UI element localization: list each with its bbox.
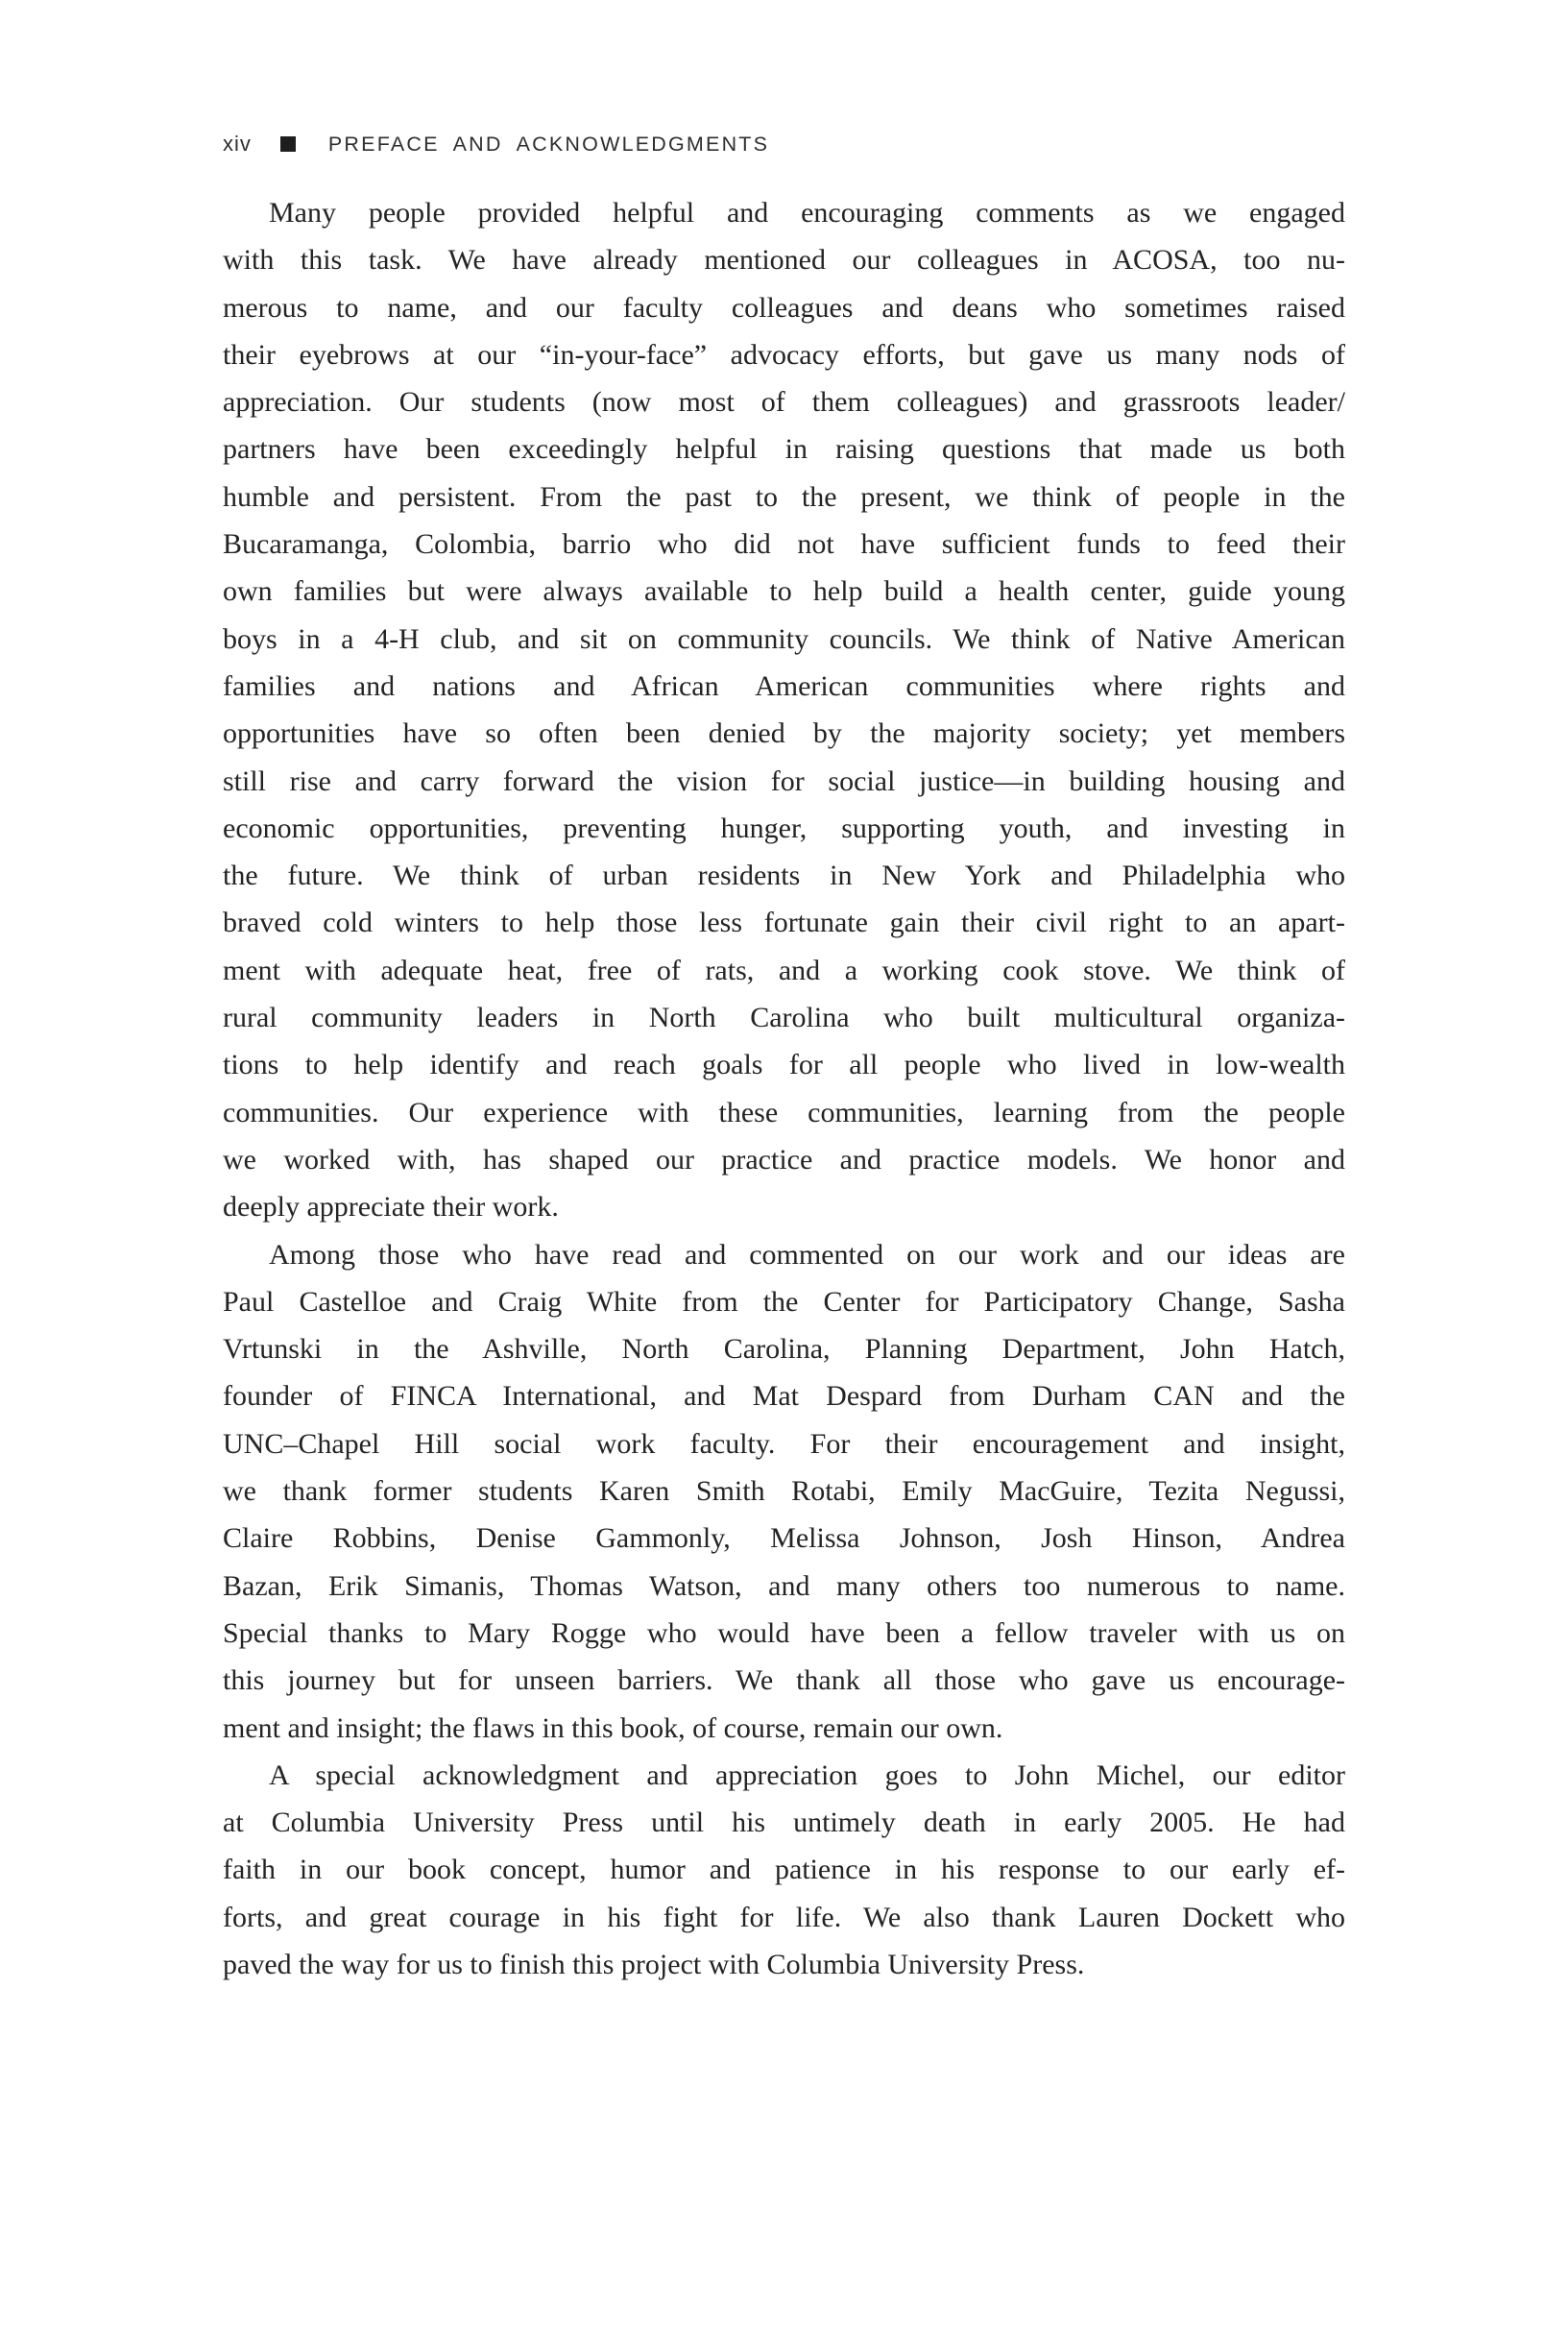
- text-line: partners have been exceedingly helpful in raising questions that made us both: [223, 433, 1345, 466]
- text-line: boys in a 4-H club, and sit on community councils. We think of Native American: [223, 622, 1345, 655]
- text-line: families and nations and African American communities where rights and: [223, 669, 1345, 702]
- paragraph: [223, 1752, 1345, 1988]
- text-line: we thank former students Karen Smith Rotabi, Emily MacGuire, Tezita Negussi,: [223, 1475, 1345, 1508]
- page-number: xiv: [223, 132, 252, 156]
- text-line: opportunities have so often been denied by the majority society; yet members: [223, 717, 1345, 750]
- text-line: faith in our book concept, humor and patience in his response to our early ef-: [223, 1854, 1345, 1886]
- text-line: paved the way for us to finish this project with Columbia University Press.: [223, 1948, 1085, 1980]
- text-line: Claire Robbins, Denise Gammonly, Melissa Johnson, Josh Hinson, Andrea: [223, 1522, 1345, 1555]
- text-line: merous to name, and our faculty colleagues and deans who sometimes raised: [223, 291, 1345, 324]
- text-line: appreciation. Our students (now most of them colleagues) and grassroots leader/: [223, 386, 1345, 419]
- text-line: still rise and carry forward the vision for social justice—in building housing and: [223, 764, 1345, 797]
- text-line: with this task. We have already mentioned our colleagues in ACOSA, too nu-: [223, 244, 1345, 277]
- text-line: Special thanks to Mary Rogge who would have been a fellow traveler with us on: [223, 1616, 1345, 1649]
- text-line: Paul Castelloe and Craig White from the Center for Participatory Change, Sasha: [223, 1285, 1345, 1318]
- text-line: UNC–Chapel Hill social work faculty. For their encouragement and insight,: [223, 1427, 1345, 1460]
- paragraph: [223, 189, 1345, 1231]
- text-line: forts, and great courage in his fight for life. We also thank Lauren Dockett who: [223, 1901, 1345, 1933]
- text-line: founder of FINCA International, and Mat Despard from Durham CAN and the: [223, 1380, 1345, 1413]
- text-line: braved cold winters to help those less fortunate gain their civil right to an apart-: [223, 907, 1345, 939]
- text-line: this journey but for unseen barriers. We thank all those who gave us encourage-: [223, 1664, 1345, 1697]
- text-line: tions to help identify and reach goals for all people who lived in low-wealth: [223, 1049, 1345, 1081]
- text-line: rural community leaders in North Carolina who built multicultural organiza-: [223, 1002, 1345, 1034]
- text-line: humble and persistent. From the past to the present, we think of people in the: [223, 480, 1345, 513]
- paragraph: [223, 1231, 1345, 1752]
- text-line: ment with adequate heat, free of rats, and a working cook stove. We think of: [223, 954, 1345, 986]
- text-line: deeply appreciate their work.: [223, 1191, 559, 1224]
- text-line: Among those who have read and commented on our work and our ideas are: [269, 1238, 1345, 1271]
- text-line: at Columbia University Press until his untimely death in early 2005. He had: [223, 1806, 1345, 1839]
- square-bullet-icon: [280, 136, 296, 152]
- text-line: the future. We think of urban residents in New York and Philadelphia who: [223, 860, 1345, 892]
- body-text: [223, 189, 1345, 1988]
- text-line: their eyebrows at our “in-your-face” advocacy efforts, but gave us many nods of: [223, 338, 1345, 371]
- text-line: Vrtunski in the Ashville, North Carolina, Planning Department, John Hatch,: [223, 1333, 1345, 1366]
- running-head: [223, 132, 769, 157]
- text-line: A special acknowledgment and appreciation goes to John Michel, our editor: [269, 1758, 1345, 1791]
- text-line: Bazan, Erik Simanis, Thomas Watson, and many others too numerous to name.: [223, 1569, 1345, 1602]
- text-line: economic opportunities, preventing hunger, supporting youth, and investing in: [223, 812, 1345, 844]
- text-line: Bucaramanga, Colombia, barrio who did not have sufficient funds to feed their: [223, 528, 1345, 561]
- text-line: communities. Our experience with these communities, learning from the people: [223, 1096, 1345, 1128]
- text-line: Many people provided helpful and encouraging comments as we engaged: [269, 197, 1345, 229]
- running-head-title: PREFACE AND ACKNOWLEDGMENTS: [327, 133, 770, 156]
- text-line: we worked with, has shaped our practice and practice models. We honor and: [223, 1143, 1345, 1176]
- text-line: ment and insight; the flaws in this book, of course, remain our own.: [223, 1711, 1003, 1744]
- text-line: own families but were always available to help build a health center, guide young: [223, 575, 1345, 608]
